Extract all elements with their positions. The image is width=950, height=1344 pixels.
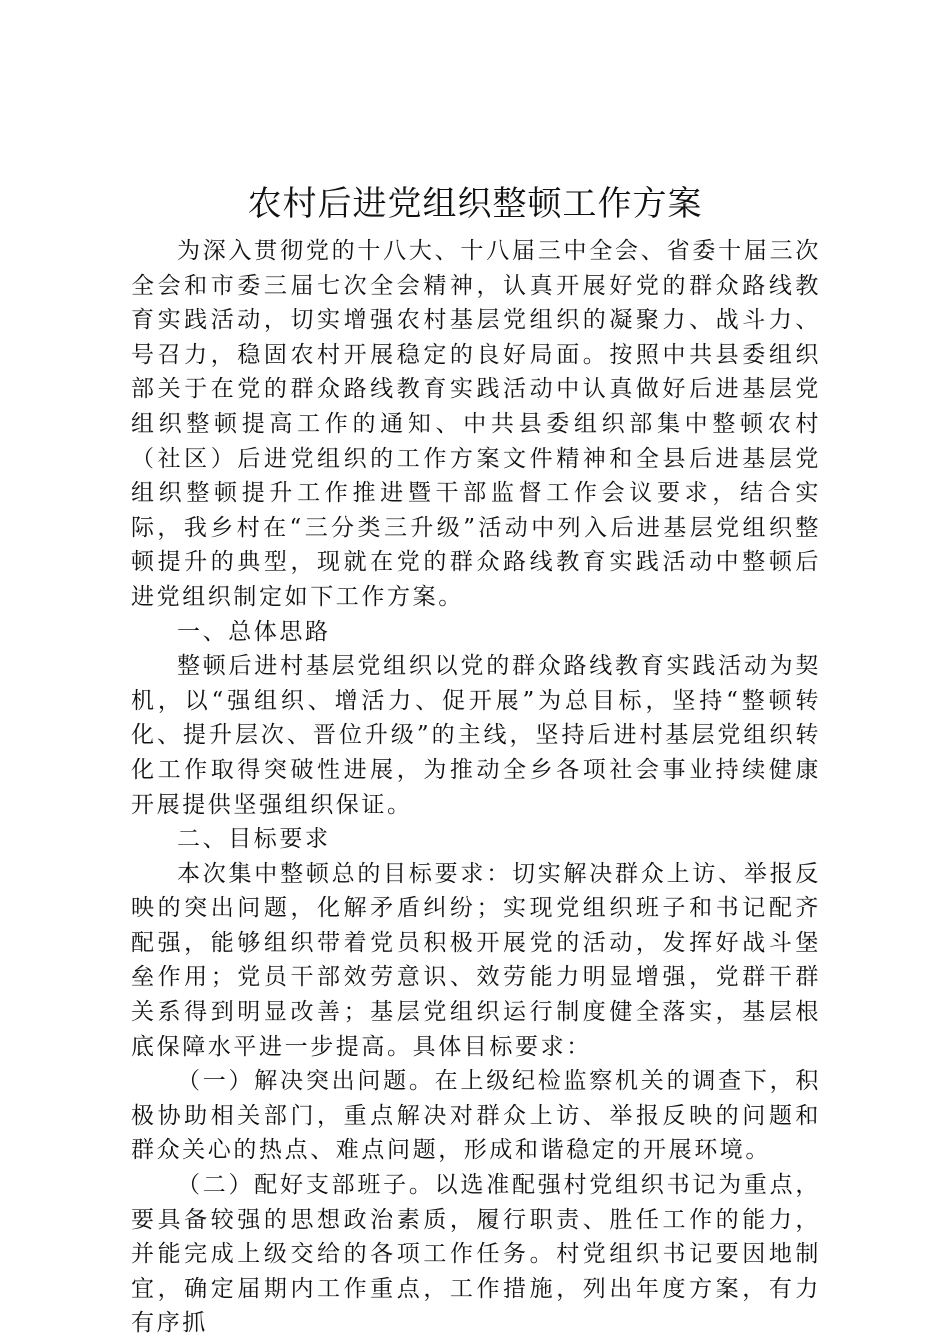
intro-paragraph: 为深入贯彻党的十八大、十八届三中全会、省委十届三次全会和市委三届七次全会精神，认真开展好党的群众路线教育实践活动，切实增强农村基层党组织的凝聚力、战斗力、号召力，稳固农村开展稳定的良好局面。按照中共县委组织部关于在党的群众路线教育实践活动中认真做好后进基层党组织整顿提高工作的通知、中共县委组织部集中整顿农村（社区）后进党组织的工作方案文件精神和全县后进基层党组织整顿提升工作推进暨干部监督工作会议要求，结合实际，我乡村在“三分类三升级”活动中列入后进基层党组织整顿提升的典型，现就在党的群众路线教育实践活动中整顿后进党组织制定如下工作方案。	[131, 238, 821, 610]
section-heading-overall-approach: 一、总体思路	[177, 618, 331, 645]
overall-approach-paragraph: 整顿后进村基层党组织以党的群众路线教育实践活动为契机，以“强组织、增活力、促开展”为总目标，坚持“整顿转化、提升层次、晋位升级”的主线，坚持后进村基层党组织转化工作取得突破性进展，为推动全乡各项社会事业持续健康开展提供坚强组织保证。	[131, 653, 821, 818]
section-heading-goals: 二、目标要求	[177, 826, 331, 853]
document-body	[131, 234, 821, 1341]
goals-paragraph: 本次集中整顿总的目标要求：切实解决群众上访、举报反映的突出问题，化解矛盾纠纷；实现党组织班子和书记配齐配强，能够组织带着党员积极开展党的活动，发挥好战斗堡垒作用；党员干部效劳意识、效劳能力明显增强，党群干群关系得到明显改善；基层党组织运行制度健全落实，基层根底保障水平进一步提高。具体目标要求：	[131, 860, 821, 1060]
goal-item-2: （二）配好支部班子。以选准配强村党组织书记为重点，要具备较强的思想政治素质，履行职责、胜任工作的能力，并能完成上级交给的各项工作任务。村党组织书记要因地制宜，确定届期内工作重点，工作措施，列出年度方案，有力有序抓	[131, 1172, 821, 1337]
document-title: 农村后进党组织整顿工作方案	[247, 184, 703, 224]
goal-item-1: （一）解决突出问题。在上级纪检监察机关的调查下，积极协助相关部门，重点解决对群众上访、举报反映的问题和群众关心的热点、难点问题，形成和谐稳定的开展环境。	[131, 1068, 821, 1164]
